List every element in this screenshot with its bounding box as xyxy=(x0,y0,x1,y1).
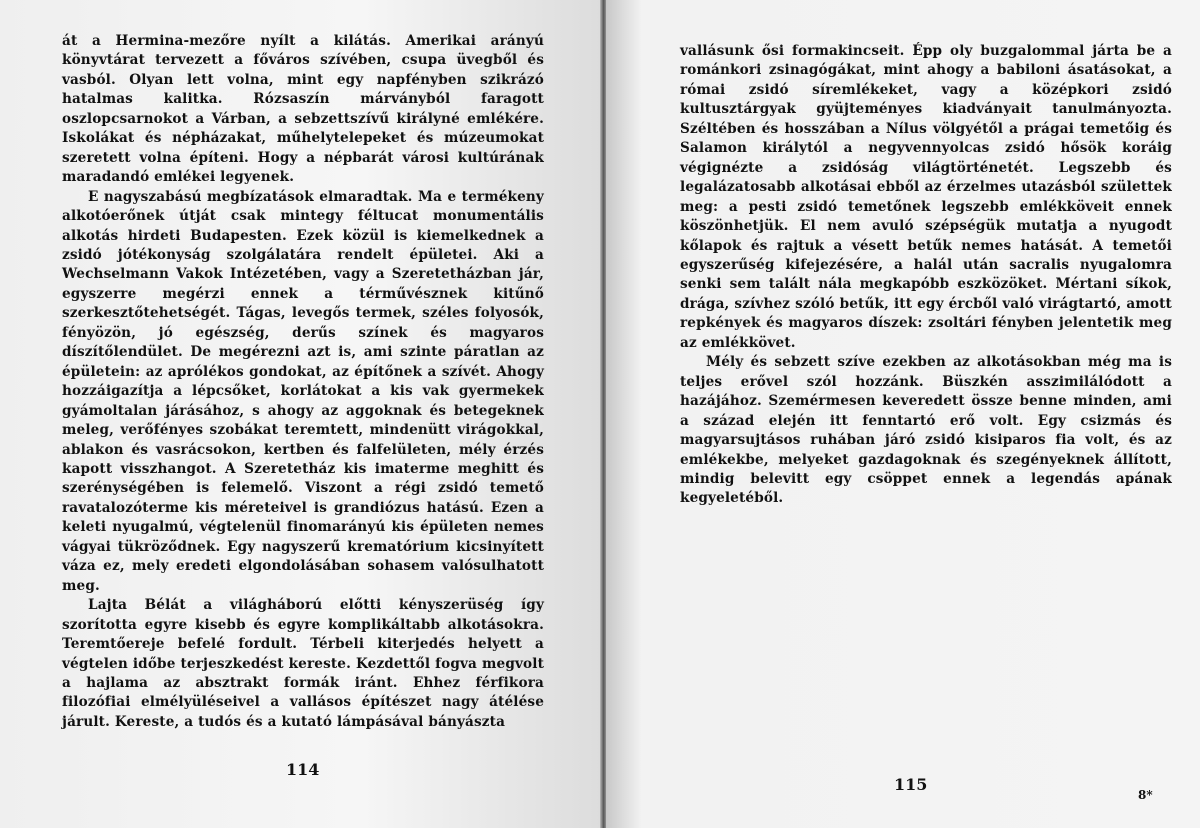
signature-mark: 8* xyxy=(1138,788,1153,802)
paragraph: vallásunk ősi formakincseit. Épp oly buzgalommal járta be a románkori zsinagógákat, mint ahogy a babiloni ásatásokat, a római zsidó síremlékeket, vagy a középkori zsidó kultusztárgyak gyüjteményes kiadványait tanulmányozta. Széltében és hosszában a Nílus völgyétől a prágai temetőig és Salamon királytól a negyvennyolcas zsidó hősök koráig végignézte a zsidóság világtörténetét. Legszebb és legalázatosabb alkotásai ebből az érzelmes utazásból születtek meg: a pesti zsidó temetőnek legszebb emlékköveit ennek köszönhetjük. El nem avuló szépségük mutatja a nyugodt kőlapok és rajtuk a vésett betűk nemes hatását. A temetői egyszerűség kifejezésére, a halál után sacralis nyugalomra senki sem talált nála megkapóbb eszközöket. Mértani síkok, drága, szívhez szóló betűk, itt egy ércből való virágtartó, amott repkények és magyaros díszek: zsoltári fényben jelentetik meg az emlékkövet. xyxy=(680,43,1172,351)
paragraph: E nagyszabású megbízatások elmaradtak. Ma e termékeny alkotóerőnek útját csak mintegy féltucat monumentális alkotás hirdeti Budapesten. Ezek közül is kiemelkednek a zsidó jótékonyság szolgálatára rendelt épületei. Aki a Wechselmann Vakok Intézetében, vagy a Szeretetházban jár, egyszerre megérzi ennek a térművésznek kitűnő szerkesztőtehetségét. Tágas, levegős termek, széles folyosók, fényözön, jó egészség, derűs színek és magyaros díszítőlendület. De megérezni azt is, ami szinte páratlan az épületein: az aprólékos gondokat, az építőnek a szívét. Ahogy hozzáigazítja a lépcsőket, korlátokat a kis vak gyermekek gyámoltalan járásához, s ahogy az aggoknak és betegeknek meleg, verőfényes szobákat teremtett, mindenütt virágokkal, ablakon és vasrácsokon, kertben és falfelületen, mély érzés kapott visszhangot. A Szeretetház kis imaterme meghitt és szerénységében is felemelő. Viszont a régi zsidó temető ravatalozóterme kis méreteivel is grandiózus hatású. Ezen a keleti nyugalmú, végtelenül finomarányú kis épületen nemes vágyai tükröződnek. Egy nagyszerű krematórium kicsinyített váza ez, mely eredeti elgondolásában sohasem valósulhatott meg. xyxy=(62,188,544,594)
paragraph: Lajta Bélát a világháború előtti kényszerüség így szorította egyre kisebb és egyre komplikáltabb alkotásokra. Teremtőereje befelé fordult. Térbeli kiterjedés helyett a végtelen időbe terjeszkedést kereste. Kezdettől fogva megvolt a hajlama az absztrakt formák iránt. Ehhez férfikora filozófiai elmélyüléseivel a vallásos építészet nagy átélése járult. Kereste, a tudós és a kutató lámpásával bányászta xyxy=(62,597,544,730)
left-page-text xyxy=(62,32,544,732)
right-page xyxy=(606,0,1200,828)
page-number: 115 xyxy=(894,775,928,794)
page-number: 114 xyxy=(286,760,320,779)
paragraph: Mély és sebzett szíve ezekben az alkotásokban még ma is teljes erővel szól hozzánk. Büszkén asszimilálódott a hazájához. Szemérmesen keveredett össze benne minden, ami a század elején itt fenntartó erő volt. Egy csizmás és magyarsujtásos ruhában járó zsidó kisiparos fia volt, és az emlékekbe, melyeket gazdagoknak és szegényeknek állított, mindig belevitt egy csöppet ennek a legendás apának kegyeletéből. xyxy=(680,354,1172,507)
right-page-text xyxy=(680,42,1172,509)
paragraph: át a Hermina-mezőre nyílt a kilátás. Amerikai arányú könyvtárat tervezett a főváros szívében, csupa üvegből és vasból. Olyan lett volna, mint egy napfényben szikrázó hatalmas kalitka. Rózsaszín márványból faragott oszlopcsarnokot a Várban, a sebzettszívű királyné emlékére. Iskolákat és népházakat, műhelytelepeket és múzeumokat szeretett volna építeni. Hogy a népbarát városi kultúrának maradandó emlékei legyenek. xyxy=(62,33,544,186)
